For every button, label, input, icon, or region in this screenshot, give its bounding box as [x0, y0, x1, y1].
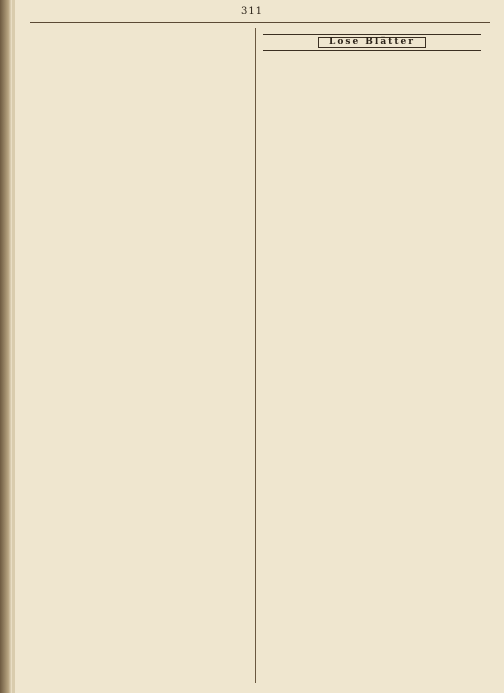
right-column	[263, 28, 481, 683]
page-number: 311	[240, 6, 264, 17]
section-rule-top	[263, 34, 481, 35]
column-divider	[255, 28, 256, 683]
book-binding-edge	[0, 0, 12, 693]
header-rule	[30, 22, 490, 23]
left-margin-residue	[15, 30, 27, 670]
section-rule-bottom	[263, 50, 481, 51]
section-title: Lose Blätter	[318, 37, 426, 48]
left-column	[30, 28, 248, 683]
section-heading	[263, 34, 481, 51]
